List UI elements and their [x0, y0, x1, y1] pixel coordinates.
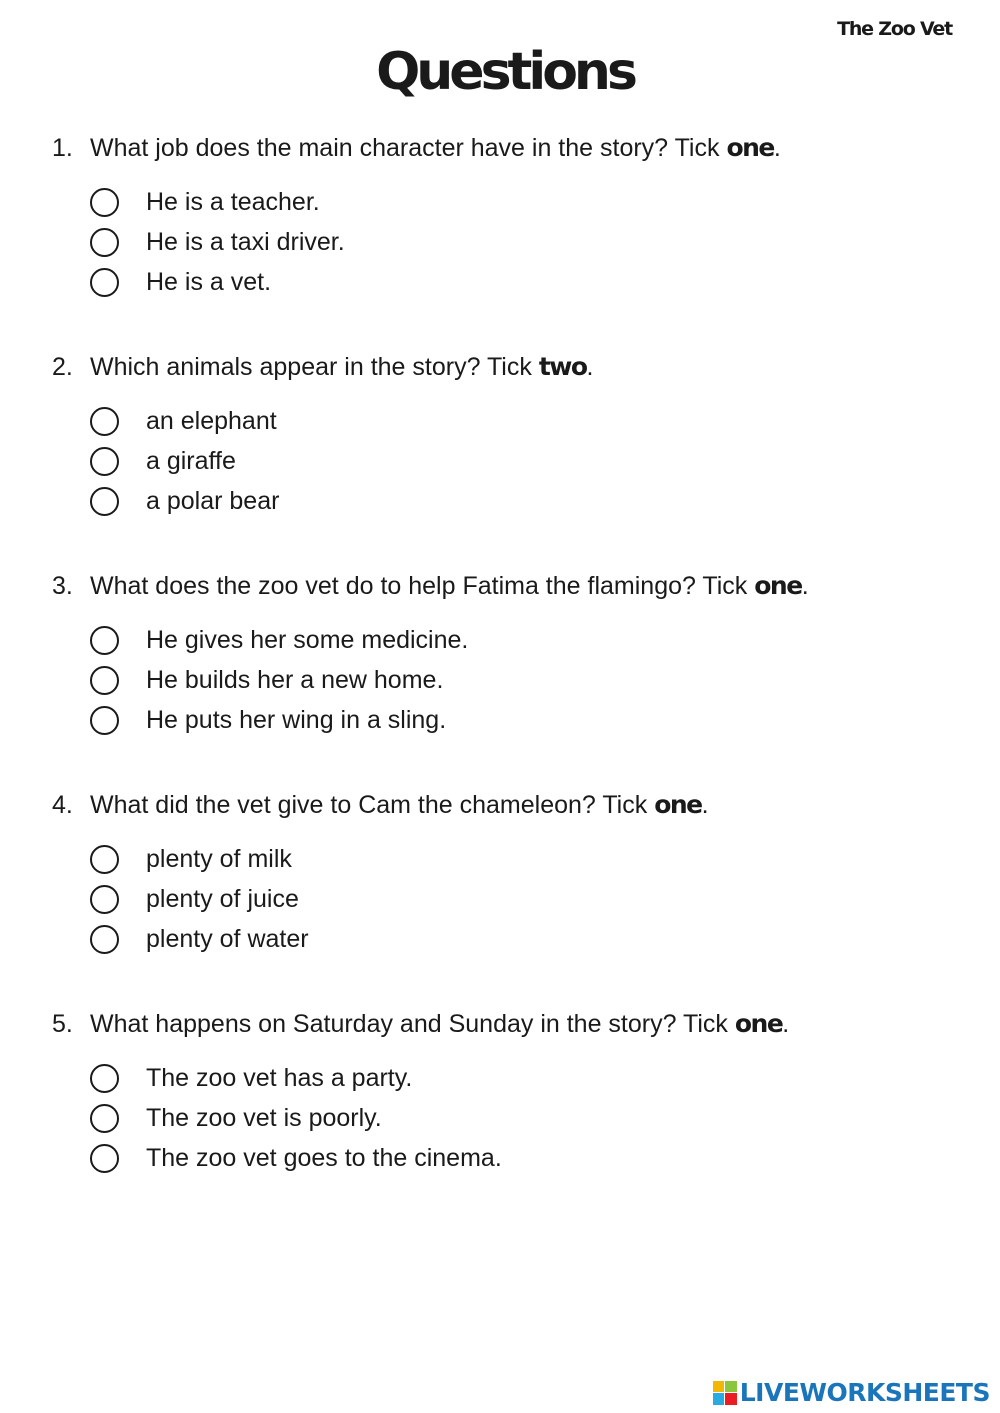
question-number: 5.	[52, 1010, 73, 1038]
option-label: plenty of milk	[146, 845, 292, 873]
option-q4-a[interactable]	[90, 839, 972, 879]
question-number: 1.	[52, 134, 73, 162]
option-label: a giraffe	[146, 447, 236, 475]
option-q5-a[interactable]	[90, 1058, 972, 1098]
question-prompt: What job does the main character have in the story? Tick	[90, 134, 727, 162]
question-emphasis: one	[726, 133, 774, 162]
option-label: He is a taxi driver.	[146, 228, 345, 256]
radio-button[interactable]	[90, 268, 119, 297]
radio-button[interactable]	[90, 407, 119, 436]
option-q3-b[interactable]	[90, 660, 972, 700]
option-list	[52, 839, 972, 959]
option-q1-b[interactable]	[90, 222, 972, 262]
liveworksheets-logo-icon	[713, 1381, 737, 1405]
question-4	[52, 790, 972, 959]
question-emphasis: two	[538, 352, 587, 381]
option-label: The zoo vet is poorly.	[146, 1104, 382, 1132]
option-q2-c[interactable]	[90, 481, 972, 521]
option-list	[52, 1058, 972, 1178]
question-end: .	[701, 791, 709, 819]
question-prompt: What did the vet give to Cam the chameleon? Tick	[90, 791, 655, 819]
question-prompt: What happens on Saturday and Sunday in the story? Tick	[90, 1010, 735, 1038]
option-label: He builds her a new home.	[146, 666, 444, 694]
question-text	[52, 133, 972, 163]
radio-button[interactable]	[90, 228, 119, 257]
question-5	[52, 1009, 972, 1178]
radio-button[interactable]	[90, 1064, 119, 1093]
option-label: The zoo vet has a party.	[146, 1064, 413, 1092]
question-emphasis: one	[734, 1009, 783, 1038]
question-number: 4.	[52, 791, 73, 819]
question-prompt: What does the zoo vet do to help Fatima the flamingo? Tick	[90, 572, 755, 600]
question-text	[52, 790, 972, 820]
option-q3-a[interactable]	[90, 620, 972, 660]
question-text	[52, 1009, 972, 1039]
radio-button[interactable]	[90, 1104, 119, 1133]
radio-button[interactable]	[90, 845, 119, 874]
option-label: He gives her some medicine.	[146, 626, 469, 654]
radio-button[interactable]	[90, 706, 119, 735]
question-end: .	[801, 572, 809, 600]
option-label: an elephant	[146, 407, 277, 435]
option-label: He is a teacher.	[146, 188, 320, 216]
logo-text: LIVEWORKSHEETS	[739, 1378, 990, 1407]
radio-button[interactable]	[90, 1144, 119, 1173]
liveworksheets-logo[interactable]	[713, 1378, 990, 1407]
option-q2-a[interactable]	[90, 401, 972, 441]
radio-button[interactable]	[90, 188, 119, 217]
option-q1-a[interactable]	[90, 182, 972, 222]
option-label: a polar bear	[146, 487, 280, 515]
option-q3-c[interactable]	[90, 700, 972, 740]
option-label: He is a vet.	[146, 268, 272, 296]
question-end: .	[773, 134, 781, 162]
option-q5-c[interactable]	[90, 1138, 972, 1178]
radio-button[interactable]	[90, 885, 119, 914]
option-q5-b[interactable]	[90, 1098, 972, 1138]
radio-button[interactable]	[90, 666, 119, 695]
question-emphasis: one	[754, 571, 802, 600]
question-2	[52, 352, 972, 521]
option-list	[52, 620, 972, 740]
question-prompt: Which animals appear in the story? Tick	[90, 353, 539, 381]
question-emphasis: one	[654, 790, 702, 819]
question-1	[52, 133, 972, 302]
question-end: .	[586, 353, 594, 381]
option-label: He puts her wing in a sling.	[146, 706, 447, 734]
page-title: Questions	[376, 42, 634, 102]
question-number: 2.	[52, 353, 73, 381]
radio-button[interactable]	[90, 487, 119, 516]
option-list	[52, 182, 972, 302]
radio-button[interactable]	[90, 447, 119, 476]
radio-button[interactable]	[90, 626, 119, 655]
question-number: 3.	[52, 572, 73, 600]
option-label: plenty of juice	[146, 885, 299, 913]
worksheet-tag: The Zoo Vet	[837, 18, 952, 40]
option-q2-b[interactable]	[90, 441, 972, 481]
option-q1-c[interactable]	[90, 262, 972, 302]
question-text	[52, 571, 972, 601]
option-list	[52, 401, 972, 521]
question-end: .	[782, 1010, 790, 1038]
question-text	[52, 352, 972, 382]
option-q4-c[interactable]	[90, 919, 972, 959]
option-label: The zoo vet goes to the cinema.	[146, 1144, 502, 1172]
option-q4-b[interactable]	[90, 879, 972, 919]
question-3	[52, 571, 972, 740]
option-label: plenty of water	[146, 925, 309, 953]
radio-button[interactable]	[90, 925, 119, 954]
